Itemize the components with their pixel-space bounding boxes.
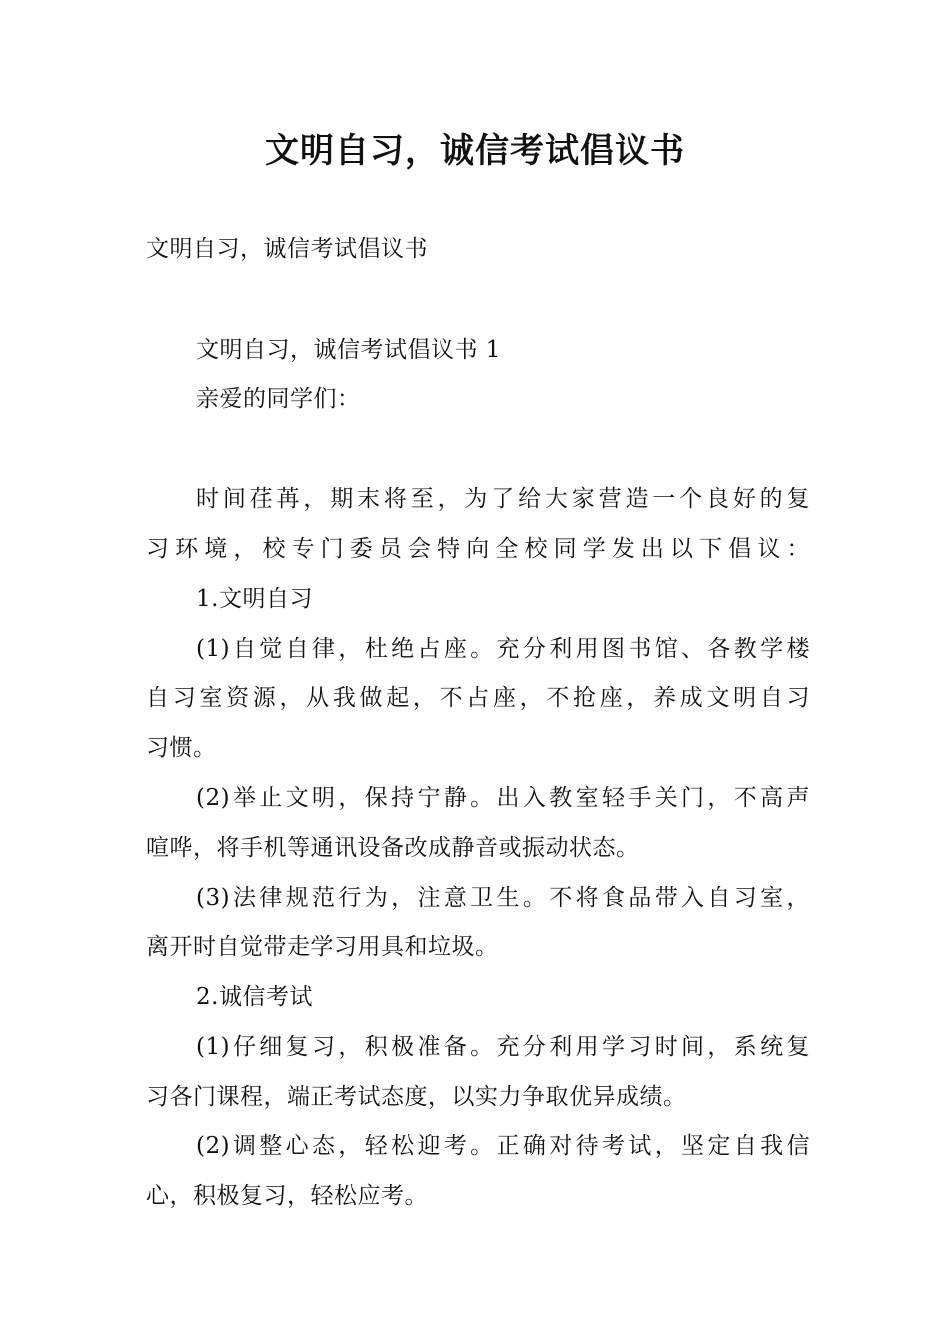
paragraph-line: 习环境，校专门委员会特向全校同学发出以下倡议： xyxy=(146,536,810,562)
list-heading: 1.文明自习 xyxy=(196,586,313,612)
document-title: 文明自习，诚信考试倡议书 xyxy=(265,131,685,171)
paragraph-line: 喧哗，将手机等通讯设备改成静音或振动状态。 xyxy=(146,835,640,861)
paragraph-line: (1)仔细复习，积极准备。充分利用学习时间，系统复 xyxy=(196,1034,810,1060)
paragraph-line: 习惯。 xyxy=(146,735,217,761)
paragraph-line: 离开时自觉带走学习用具和垃圾。 xyxy=(146,934,499,960)
paragraph-line: 自习室资源，从我做起，不占座，不抢座，养成文明自习 xyxy=(146,685,810,711)
paragraph-line: (2)举止文明，保持宁静。出入教室轻手关门，不高声 xyxy=(196,785,810,811)
list-heading: 2.诚信考试 xyxy=(196,984,313,1010)
document-subtitle: 文明自习，诚信考试倡议书 xyxy=(146,236,428,262)
paragraph-line: 习各门课程，端正考试态度，以实力争取优异成绩。 xyxy=(146,1084,687,1110)
section-heading: 文明自习，诚信考试倡议书 1 xyxy=(196,337,501,363)
paragraph-line: (3)法律规范行为，注意卫生。不将食品带入自习室， xyxy=(196,885,810,911)
paragraph-line: (1)自觉自律，杜绝占座。充分利用图书馆、各教学楼 xyxy=(196,636,810,662)
paragraph-line: (2)调整心态，轻松迎考。正确对待考试，坚定自我信 xyxy=(196,1133,810,1159)
greeting: 亲爱的同学们： xyxy=(196,386,361,412)
paragraph-line: 心，积极复习，轻松应考。 xyxy=(146,1183,428,1209)
paragraph-line: 时间荏苒，期末将至，为了给大家营造一个良好的复 xyxy=(196,486,810,512)
